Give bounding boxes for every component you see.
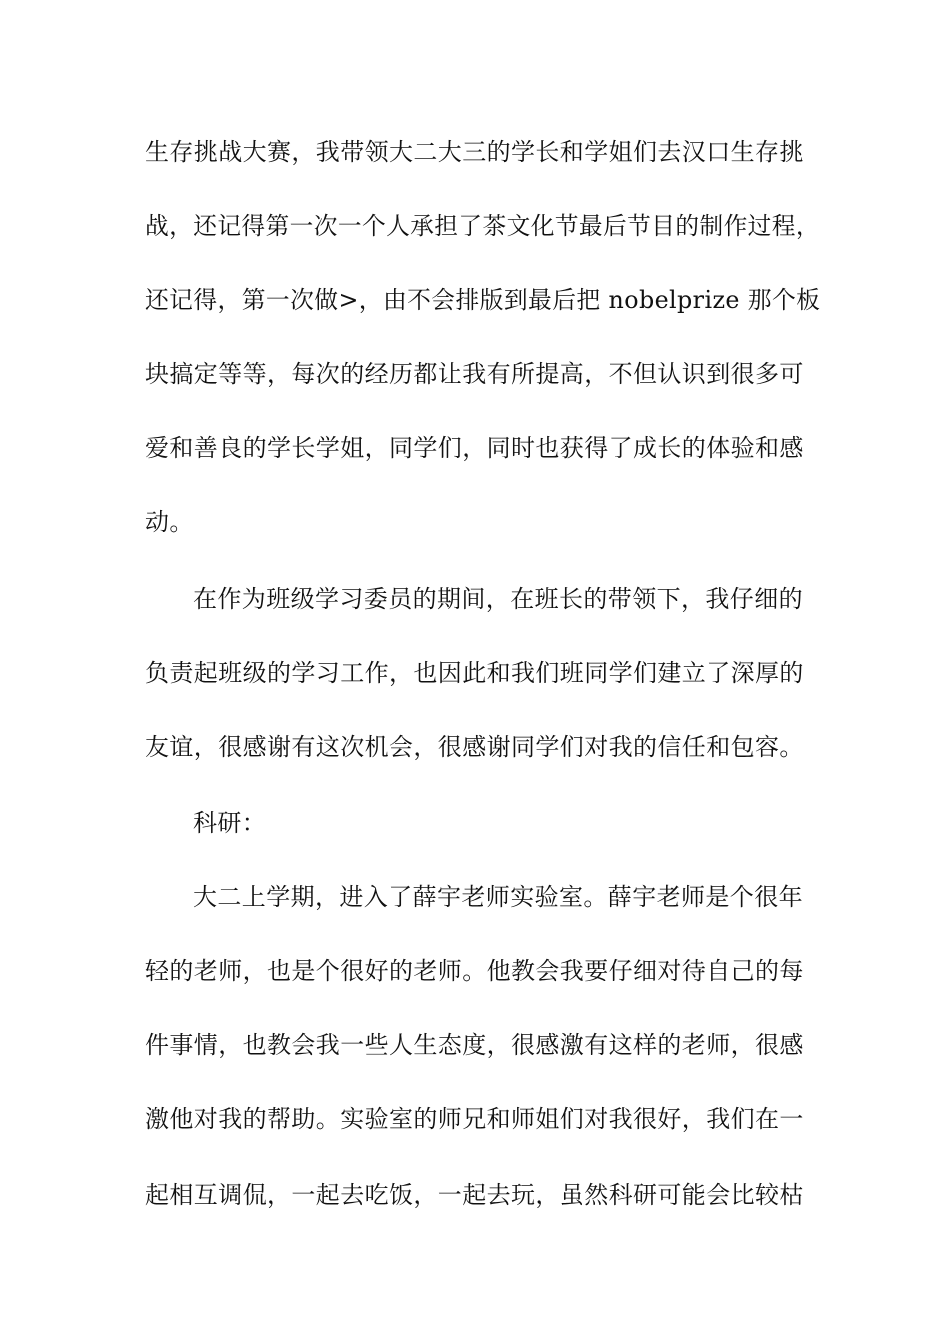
text-line: 战，还记得第一次一个人承担了茶文化节最后节目的制作过程，	[145, 212, 821, 240]
text-line: 友谊，很感谢有这次机会，很感谢同学们对我的信任和包容。	[145, 733, 804, 761]
text-line: 激他对我的帮助。实验室的师兄和师姐们对我很好，我们在一	[145, 1105, 804, 1133]
text-line: 块搞定等等，每次的经历都让我有所提高，不但认识到很多可	[145, 360, 804, 388]
text-line: 还记得，第一次做>，由不会排版到最后把 nobelprize 那个板	[145, 286, 821, 314]
text-line: 负责起班级的学习工作，也因此和我们班同学们建立了深厚的	[145, 659, 804, 687]
text-line: 轻的老师，也是个很好的老师。他教会我要仔细对待自己的每	[145, 957, 804, 985]
paragraph-first-line: 在作为班级学习委员的期间，在班长的带领下，我仔细的	[193, 585, 803, 613]
text-line: 起相互调侃，一起去吃饭，一起去玩，虽然科研可能会比较枯	[145, 1181, 804, 1209]
section-heading: 科研：	[193, 809, 267, 837]
text-line: 爱和善良的学长学姐，同学们，同时也获得了成长的体验和感	[145, 434, 804, 462]
text-line: 动。	[145, 508, 194, 536]
text-line: 件事情，也教会我一些人生态度，很感激有这样的老师，很感	[145, 1031, 804, 1059]
text-line: 生存挑战大赛，我带领大二大三的学长和学姐们去汉口生存挑	[145, 138, 804, 166]
paragraph-first-line: 大二上学期，进入了薛宇老师实验室。薛宇老师是个很年	[193, 883, 803, 911]
